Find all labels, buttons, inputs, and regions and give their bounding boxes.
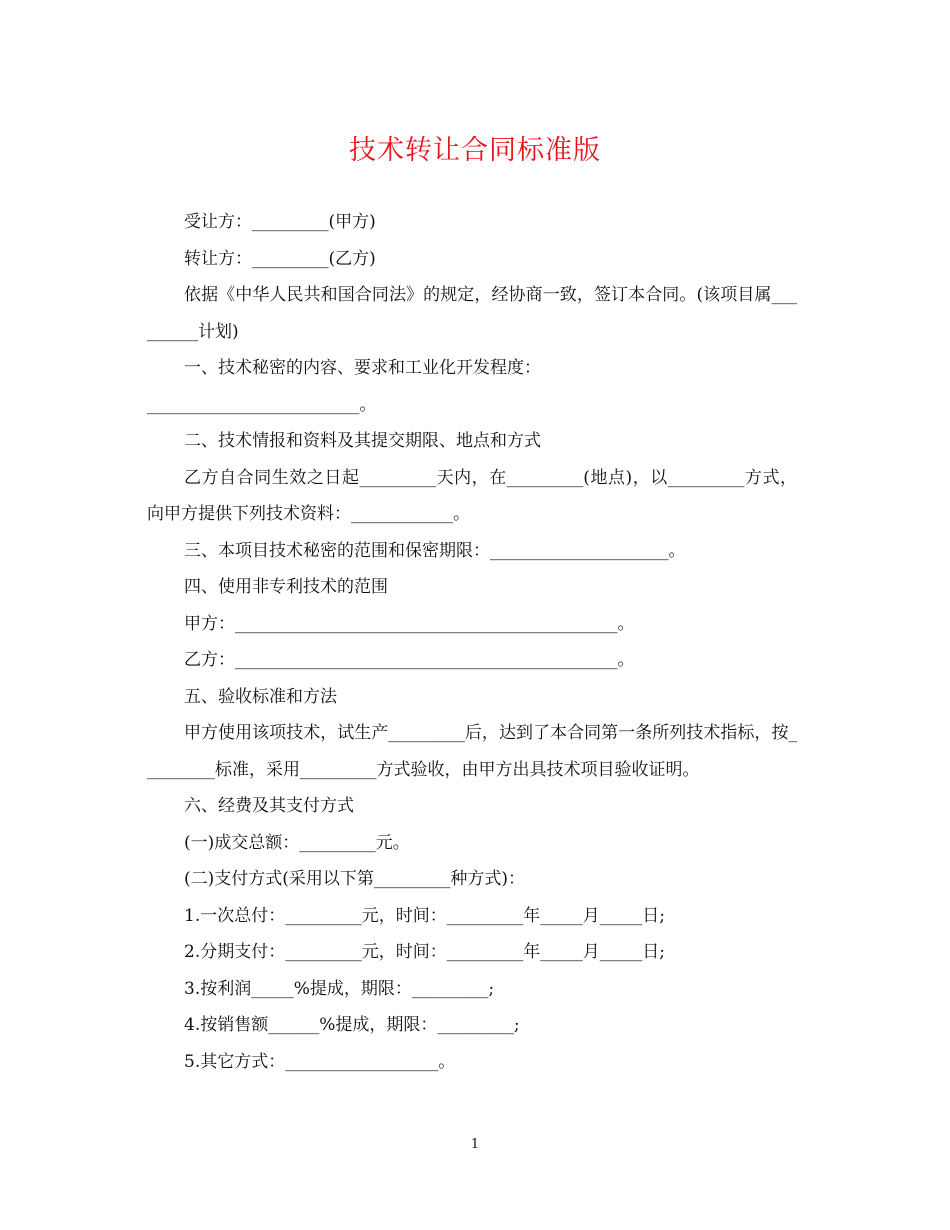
clause-transferee: 受让方：_________(甲方) [184, 212, 376, 232]
section-1-blank: _________________________。 [147, 394, 377, 415]
clause-transferor: 转让方：_________(乙方) [184, 248, 376, 269]
document-body [147, 204, 797, 1080]
section-6-heading: 六、经费及其支付方式 [184, 796, 354, 816]
section-4-heading: 四、使用非专利技术的范围 [184, 577, 388, 597]
payment-option-4: 4.按销售额______%提成，期限：_________; [184, 1015, 520, 1035]
section-6-payment-method: (二)支付方式(采用以下第_________种方式)： [184, 869, 526, 889]
section-3-heading: 三、本项目技术秘密的范围和保密期限：_____________________。 [184, 540, 686, 561]
section-5-heading: 五、验收标准和方法 [184, 686, 337, 707]
payment-option-1: 1.一次总付：_________元，时间：_________年_____月_____日; [184, 905, 665, 926]
section-4-party-a: 甲方：_____________________________________________。 [184, 613, 635, 634]
section-1-heading: 一、技术秘密的内容、要求和工业化开发程度： [184, 358, 541, 378]
payment-option-2: 2.分期支付：_________元，时间：_________年_____月_____日; [184, 942, 665, 962]
section-6-total: (一)成交总额：_________元。 [184, 832, 410, 853]
section-5-body: 甲方使用该项技术，试生产_________后，达到了本合同第一条所列技术指标，按_________标准，采用_________方式验收，由甲方出具技术项目验收证明。 [147, 723, 797, 780]
payment-option-3: 3.按利润_____%提成，期限：_________; [184, 978, 495, 999]
section-4-party-b: 乙方：_____________________________________________。 [184, 650, 635, 670]
clause-basis: 依据《中华人民共和国合同法》的规定，经协商一致，签订本合同。(该项目属_________计划) [147, 285, 797, 342]
section-2-body: 乙方自合同生效之日起_________天内，在_________(地点)，以_________方式，向甲方提供下列技术资料：____________。 [147, 467, 797, 524]
payment-option-5: 5.其它方式：__________________。 [184, 1051, 456, 1072]
page-number: 1 [470, 1137, 480, 1152]
document-title: 技术转让合同标准版 [349, 135, 601, 166]
section-2-heading: 二、技术情报和资料及其提交期限、地点和方式 [184, 431, 541, 451]
